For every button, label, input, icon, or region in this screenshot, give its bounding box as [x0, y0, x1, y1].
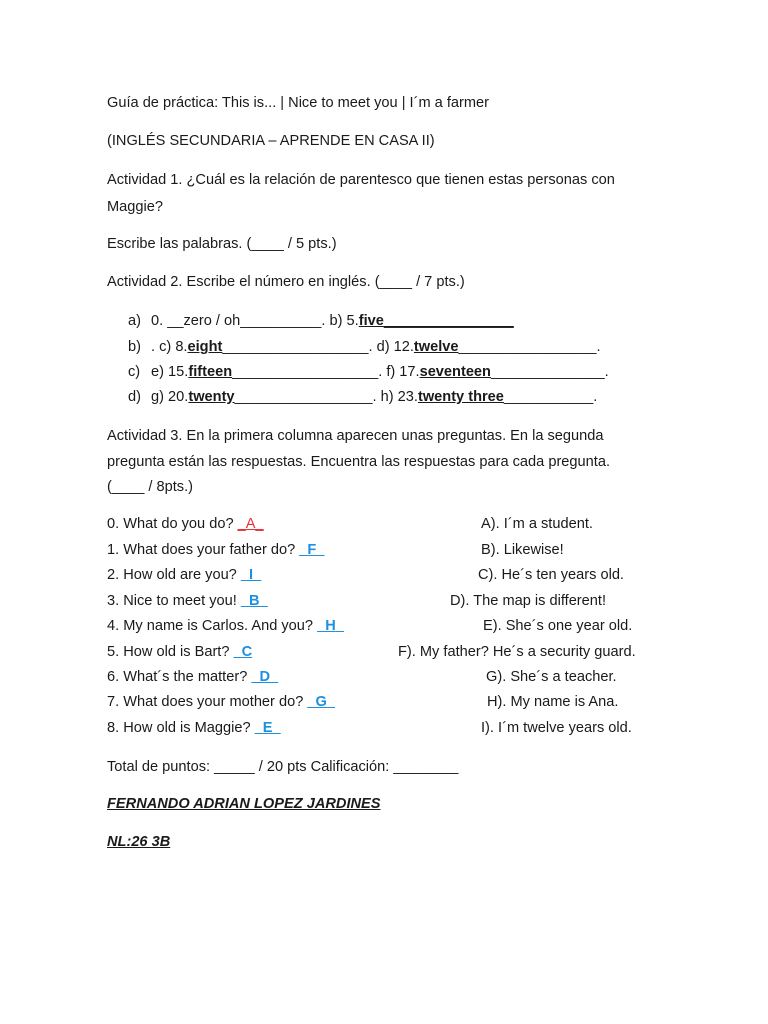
answer-option: B). Likewise!: [481, 542, 564, 558]
activity3-line3: (____ / 8pts.): [107, 479, 193, 495]
worksheet-title: Guía de práctica: This is... | Nice to meet you | I´m a farmer: [107, 95, 490, 111]
answer-word: eight: [187, 339, 223, 355]
activity3-line2: pregunta están las respuestas. Encuentra las respuestas para cada pregunta.: [107, 454, 610, 470]
list-item-text: e) 15.fifteen__________________. f) 17.seventeen______________.: [151, 364, 609, 380]
question-row: 1. What does your father do? _F_: [107, 542, 325, 558]
answer-letter: _B_: [240, 593, 268, 609]
question-row: 5. How old is Bart? _C: [107, 644, 253, 660]
answer-option: D). The map is different!: [450, 593, 607, 609]
answer-word: twenty three: [417, 389, 504, 405]
answer-option: C). He´s ten years old.: [478, 567, 624, 583]
activity1-instruction: Escribe las palabras. (____ / 5 pts.): [107, 236, 337, 252]
list-item-text: g) 20.twenty_________________. h) 23.twenty three___________.: [151, 389, 598, 405]
activity1-line1: Actividad 1. ¿Cuál es la relación de parentesco que tienen estas personas con: [107, 172, 615, 188]
answer-letter: _F_: [299, 542, 325, 558]
activity3-line1: Actividad 3. En la primera columna aparecen unas preguntas. En la segunda: [107, 428, 604, 444]
answer-letter: _D_: [251, 669, 279, 685]
answer-word: five: [358, 313, 384, 329]
question-row: 4. My name is Carlos. And you? _H_: [107, 618, 344, 634]
question-row: 7. What does your mother do? _G_: [107, 694, 335, 710]
answer-option: I). I´m twelve years old.: [481, 720, 632, 736]
answer-word: seventeen: [419, 364, 491, 380]
answer-word: fifteen: [188, 364, 233, 380]
answer-option: E). She´s one year old.: [483, 618, 633, 634]
question-row: 8. How old is Maggie? _E_: [107, 720, 281, 736]
answer-option: A). I´m a student.: [481, 516, 593, 532]
answer-option: H). My name is Ana.: [487, 694, 619, 710]
answer-option: F). My father? He´s a security guard.: [398, 644, 636, 660]
answer-option: G). She´s a teacher.: [486, 669, 617, 685]
answer-letter: _A_: [237, 516, 264, 532]
answer-letter: _C: [233, 644, 253, 660]
list-marker: c): [128, 364, 141, 380]
student-name: FERNANDO ADRIAN LOPEZ JARDINES: [107, 796, 381, 812]
answer-letter: _G_: [307, 694, 335, 710]
answer-letter: _H_: [317, 618, 344, 634]
question-row: 3. Nice to meet you! _B_: [107, 593, 268, 609]
list-marker: d): [128, 389, 141, 405]
answer-letter: _I_: [240, 567, 262, 583]
list-marker: a): [128, 313, 141, 329]
answer-letter: _E_: [254, 720, 281, 736]
question-row: 2. How old are you? _I_: [107, 567, 262, 583]
list-marker: b): [128, 339, 141, 355]
student-nl: NL:26 3B: [107, 834, 171, 850]
worksheet-subtitle: (INGLÉS SECUNDARIA – APRENDE EN CASA II): [107, 133, 435, 149]
question-row: 6. What´s the matter? _D_: [107, 669, 279, 685]
activity1-line2: Maggie?: [107, 199, 163, 215]
answer-word: twenty: [188, 389, 235, 405]
total-points: Total de puntos: _____ / 20 pts Calificación: ________: [107, 759, 459, 775]
activity2-heading: Actividad 2. Escribe el número en inglés. (____ / 7 pts.): [107, 274, 465, 290]
question-row: 0. What do you do? _A_: [107, 516, 264, 532]
list-item-text: 0. __zero / oh__________. b) 5.five________________: [151, 313, 514, 329]
list-item-text: . c) 8.eight__________________. d) 12.twelve_________________.: [151, 339, 601, 355]
answer-word: twelve: [413, 339, 459, 355]
